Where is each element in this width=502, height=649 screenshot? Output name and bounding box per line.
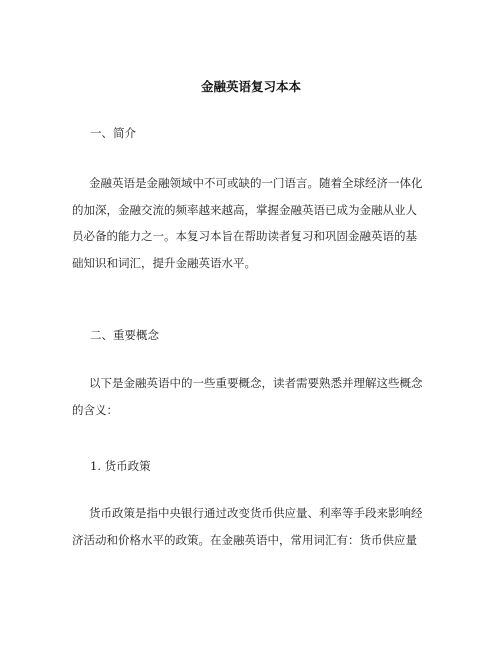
- section-heading-concepts: 二、重要概念: [90, 328, 159, 342]
- section-heading-intro: 一、简介: [90, 126, 136, 140]
- paragraph-line: 以下是金融英语中的一些重要概念，读者需要熟悉并理解这些概念: [89, 376, 423, 390]
- paragraph-monetary-policy: [72, 500, 432, 553]
- paragraph-line: 础知识和词汇，提升金融英语水平。: [72, 255, 256, 270]
- paragraph-intro: [72, 170, 432, 276]
- paragraph-line: 济活动和价格水平的政策。在金融英语中，常用词汇有：货币供应量: [72, 532, 417, 547]
- paragraph-line: 金融英语是金融领域中不可或缺的一门语言。随着全球经济一体化: [89, 176, 423, 190]
- subsection-heading-monetary-policy: 1. 货币政策: [90, 459, 151, 473]
- document-title: 金融英语复习本本: [200, 79, 301, 94]
- paragraph-line: 的含义：: [72, 402, 118, 417]
- paragraph-concepts: [72, 370, 432, 423]
- paragraph-line: 的加深，金融交流的频率越来越高，掌握金融英语已成为金融从业人: [72, 202, 417, 217]
- paragraph-line: 货币政策是指中央银行通过改变货币供应量、利率等手段来影响经: [89, 506, 423, 520]
- paragraph-line: 员必备的能力之一。本复习本旨在帮助读者复习和巩固金融英语的基: [72, 229, 417, 243]
